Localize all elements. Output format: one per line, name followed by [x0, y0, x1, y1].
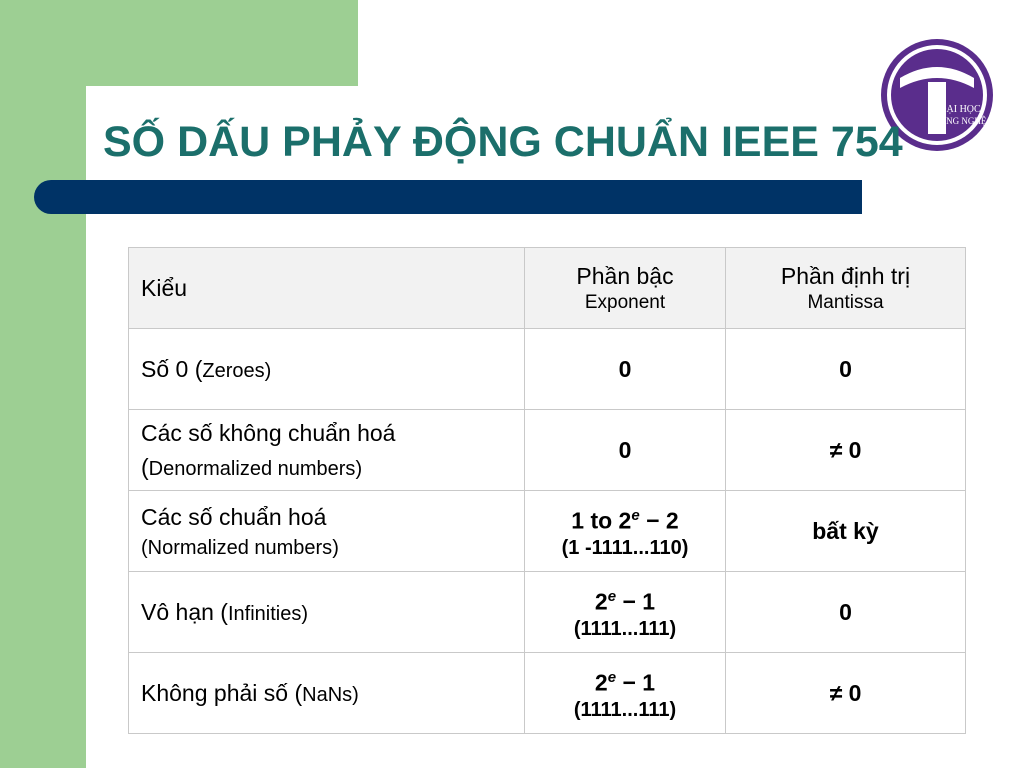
row-exponent-nans: $2^e - 1$ (1111...111) — [525, 653, 726, 734]
table-row — [129, 491, 966, 572]
row-mantissa-nans: ≠ 0 — [726, 653, 966, 734]
green-top-panel — [0, 0, 358, 86]
header-mantissa-sub: Mantissa — [807, 292, 884, 313]
header-type-label: Kiểu — [141, 275, 188, 301]
row-exponent-infinities: $2^e - 1$ (1111...111) — [525, 572, 726, 653]
header-mantissa-label: Phần định trị — [780, 263, 911, 289]
row-mantissa-normalized: bất kỳ — [726, 491, 966, 572]
logo-text-line2: CÔNG NGHỆ — [933, 116, 987, 126]
slide-title: SỐ DẤU PHẢY ĐỘNG CHUẨN IEEE 754 — [103, 118, 903, 166]
header-exponent-sub: Exponent — [584, 292, 666, 313]
table-row — [129, 410, 966, 491]
header-exponent-label: Phần bậc — [576, 263, 674, 289]
row-mantissa-denormalized: ≠ 0 — [726, 410, 966, 491]
ieee754-table — [128, 247, 966, 734]
table-row — [129, 329, 966, 410]
row-label-denormalized: Các số không chuẩn hoá (Denormalized numbers) — [129, 410, 525, 491]
row-exponent-normalized: 1 to $2^e - 2$ (1 -1111...110) — [525, 491, 726, 572]
header-mantissa — [726, 248, 966, 329]
row-label-infinities: Vô hạn (Infinities) — [129, 572, 525, 653]
ieee754-table-container — [128, 247, 966, 734]
title-underline-bar — [34, 180, 862, 214]
row-mantissa-infinities: 0 — [726, 572, 966, 653]
table-row — [129, 572, 966, 653]
logo-text-line1: ĐẠI HỌC — [939, 104, 981, 115]
table-header-row — [129, 248, 966, 329]
table-row — [129, 653, 966, 734]
header-type — [129, 248, 525, 329]
row-exponent-denormalized: 0 — [525, 410, 726, 491]
row-mantissa-zeroes: 0 — [726, 329, 966, 410]
row-label-normalized: Các số chuẩn hoá (Normalized numbers) — [129, 491, 525, 572]
row-exponent-zeroes: 0 — [525, 329, 726, 410]
row-label-zeroes: Số 0 (Zeroes) — [129, 329, 525, 410]
green-side-panel — [0, 0, 86, 768]
header-exponent — [525, 248, 726, 329]
row-label-nans: Không phải số (NaNs) — [129, 653, 525, 734]
